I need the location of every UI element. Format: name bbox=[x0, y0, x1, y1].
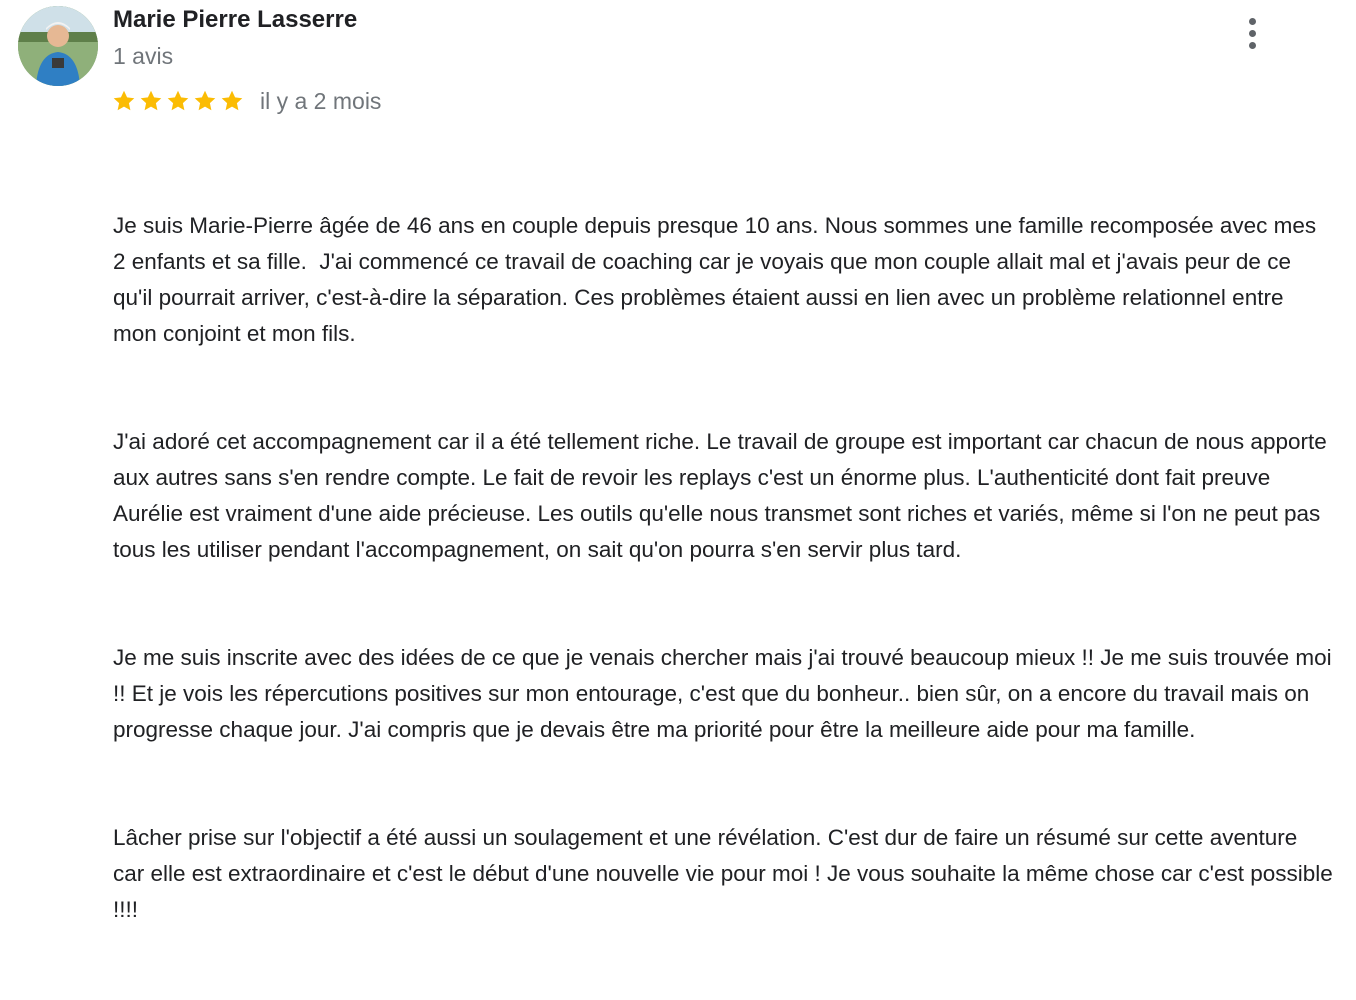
star-rating bbox=[112, 89, 244, 113]
review-paragraph: Je me suis inscrite avec des idées de ce que je venais chercher mais j'ai trouvé beaucoup mieux !! Je me suis trouvée moi !! Et je vois les répercutions positives sur mon entourage, c'est que du bonheur.. bien sûr, on a encore du travail mais on progresse chaque jour. J'ai compris que je devais être ma priorité pour être la meilleure aide pour ma famille. bbox=[113, 645, 1338, 742]
star-icon bbox=[112, 89, 136, 113]
star-icon bbox=[220, 89, 244, 113]
avatar[interactable] bbox=[18, 6, 98, 86]
review-text bbox=[113, 136, 1340, 1000]
review-paragraph: Je suis Marie-Pierre âgée de 46 ans en couple depuis presque 10 ans. Nous sommes une famille recomposée avec mes 2 enfants et sa fille. J'ai commencé ce travail de coaching car je voyais que mon couple allait mal et j'avais peur de ce qu'il pourrait arriver, c'est-à-dire la séparation. Ces problèmes étaient aussi en lien avec un problème relationnel entre mon conjoint et mon fils. bbox=[113, 213, 1323, 346]
more-vert-icon bbox=[1249, 18, 1256, 25]
author-review-count: 1 avis bbox=[113, 43, 174, 69]
more-options-button[interactable] bbox=[1236, 14, 1268, 56]
star-icon bbox=[193, 89, 217, 113]
review-paragraph: Lâcher prise sur l'objectif a été aussi un soulagement et une révélation. C'est dur de faire un résumé sur cette aventure car elle est extraordinaire et c'est le début d'une nouvelle vie pour moi ! Je vous souhaite la même chose car c'est possible !!!! bbox=[113, 825, 1340, 922]
rating-row bbox=[112, 86, 381, 116]
review-date: il y a 2 mois bbox=[260, 87, 382, 114]
person-photo-icon bbox=[18, 6, 98, 86]
review-paragraph: J'ai adoré cet accompagnement car il a été tellement riche. Le travail de groupe est important car chacun de nous apporte aux autres sans s'en rendre compte. Le fait de revoir les replays c'est un énorme plus. L'authenticité dont fait preuve Aurélie est vraiment d'une aide précieuse. Les outils qu'elle nous transmet sont riches et variés, même si l'on ne peut pas tous les utiliser pendant l'accompagnement, on sait qu'on pourra s'en servir plus tard. bbox=[113, 429, 1334, 562]
star-icon bbox=[139, 89, 163, 113]
more-vert-dot bbox=[1249, 30, 1256, 37]
more-vert-dot bbox=[1249, 42, 1256, 49]
author-name[interactable]: Marie Pierre Lasserre bbox=[113, 6, 358, 33]
star-icon bbox=[166, 89, 190, 113]
